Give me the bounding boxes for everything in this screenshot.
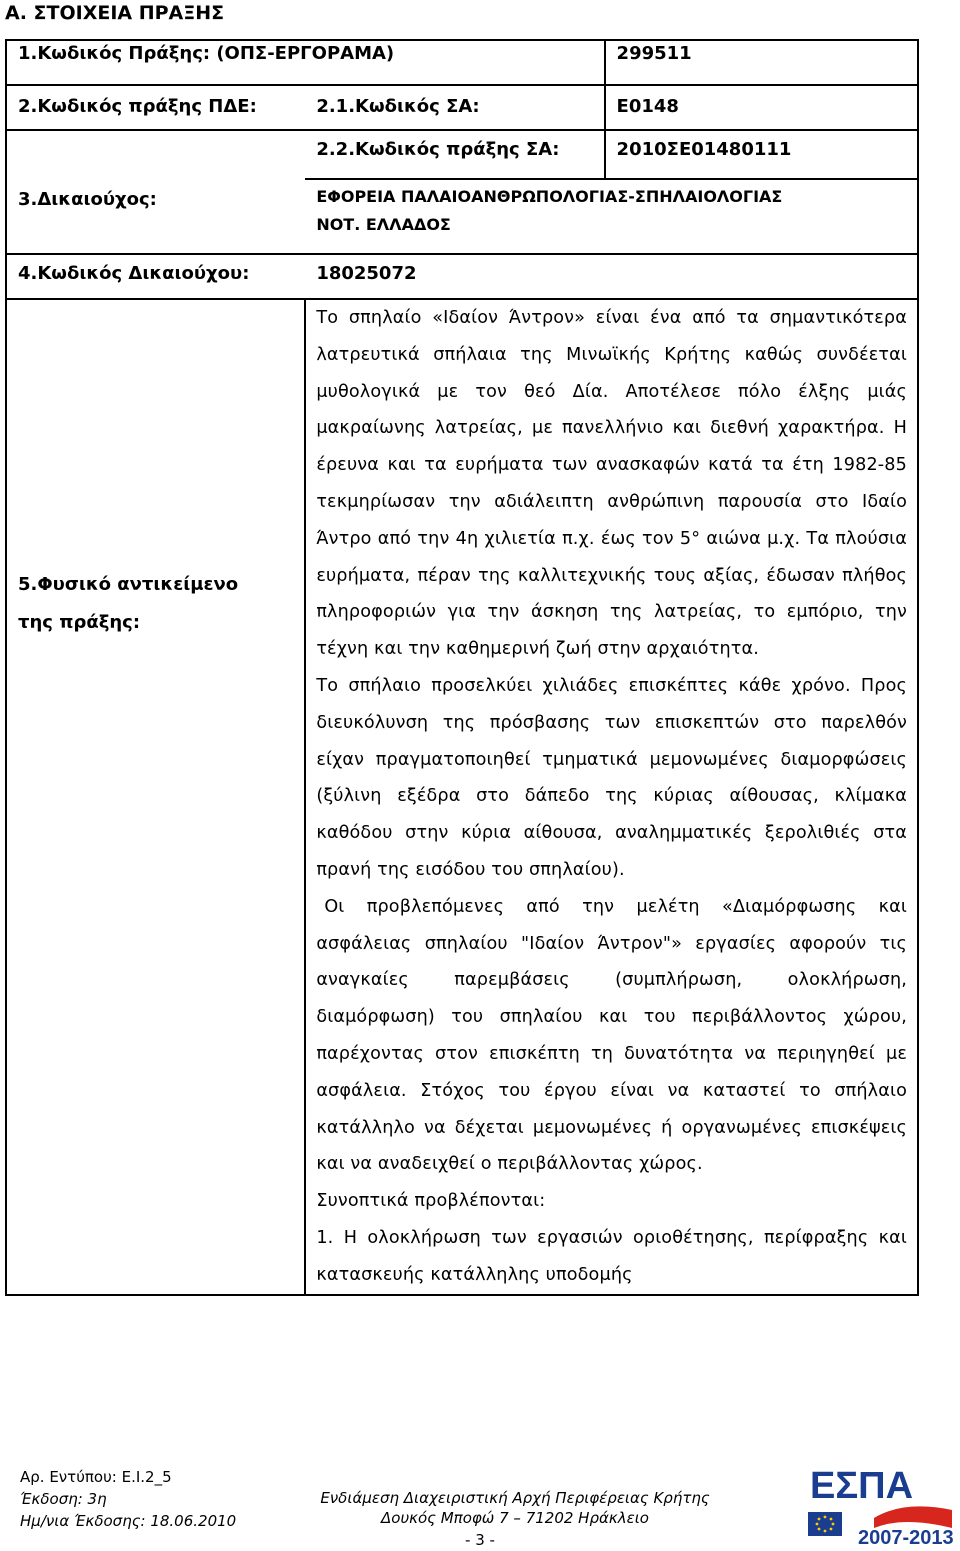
- description-paragraph-4: Συνοπτικά προβλέπονται:: [316, 1191, 546, 1212]
- edition: Έκδοση: 3η: [20, 1490, 107, 1508]
- project-code-row: [6, 40, 918, 85]
- sa-code-value: Ε0148: [616, 96, 679, 117]
- description-paragraph-5: 1. Η ολοκλήρωση των εργασιών οριοθέτησης, περίφραξης και κατασκευής κατάλληλης υποδομής: [316, 1227, 907, 1285]
- authority-address: Δουκός Μποφώ 7 – 71202 Ηράκλειο: [381, 1509, 649, 1527]
- footer-form-info: [20, 1466, 236, 1532]
- eu-flag-icon: [808, 1512, 842, 1536]
- pde-row: [6, 85, 918, 130]
- espa-logo-years: 2007-2013: [858, 1527, 954, 1548]
- beneficiary-code-label: 4.Κωδικός Δικαιούχου:: [18, 263, 250, 284]
- page-number: - 3 -: [465, 1531, 495, 1549]
- footer-authority: [300, 1488, 730, 1528]
- espa-logo: [804, 1458, 954, 1548]
- beneficiary-name-line-2: ΝΟΤ. ΕΛΛΑΔΟΣ: [316, 215, 451, 234]
- sa-code-label: 2.1.Κωδικός ΣΑ:: [316, 96, 480, 117]
- sa-project-value: 2010ΣΕ01480111: [616, 139, 792, 160]
- project-code-label: 1.Κωδικός Πράξης: (ΟΠΣ-ΕΡΓΟΡΑΜΑ): [18, 43, 395, 64]
- physical-object-description: [306, 300, 917, 1294]
- beneficiary-label: 3.Δικαιούχος:: [18, 189, 157, 210]
- espa-logo-swoosh: [874, 1506, 952, 1528]
- physical-object-label: [7, 300, 304, 642]
- beneficiary-name-line-1: ΕΦΟΡΕΙΑ ΠΑΛΑΙΟΑΝΘΡΩΠΟΛΟΓΙΑΣ-ΣΠΗΛΑΙΟΛΟΓΙΑΣ: [316, 187, 783, 206]
- project-details-table: [5, 39, 919, 1296]
- description-paragraph-1: Το σπηλαίο «Ιδαίον Άντρον» είναι ένα από τα σημαντικότερα λατρευτικά σπήλαια της Μινωϊκής Κρήτης καθώς συνδέεται μυθολογικά με τον θεό Δία. Αποτέλεσε πόλο έλξης μιάς μακραίωνης λατρείας, με πανελλήνιο και διεθνή χαρακτήρα. Η έρευνα και τα ευρήματα των ανασκαφών κατά τα έτη 1982-85 τεκμηρίωσαν την αδιάλειπτη ανθρώπινη παρουσία στο Ιδαίο Άντρο από την 4η χιλιετία π.χ. έως τον 5° αιώνα μ.χ. Τα πλούσια ευρήματα, πέραν της καλλιτεχνικής τους αξίας, έδωσαν πλήθος πληροφοριών για την άσκηση της λατρείας, το εμπόριο, την τέχνη και την καθημερινή ζωή στην αρχαιότητα.: [316, 308, 907, 660]
- authority-name: Ενδιάμεση Διαχειριστική Αρχή Περιφέρειας Κρήτης: [320, 1489, 710, 1507]
- description-paragraph-3: Οι προβλεπόμενες από την μελέτη «Διαμόρφωσης και ασφάλειας σπηλαίου "Ιδαίον Άντρον"» εργασίες αφορούν τις αναγκαίες παρεμβάσεις (συμπλήρωση, ολοκλήρωση, διαμόρφωση) του σπηλαίου και του περιβάλλοντος χώρου, παρέχοντας στον επισκέπτη τη δυνατότητα να περιηγηθεί με ασφάλεια. Στόχος του έργου είναι να καταστεί το σπήλαιο κατάλληλο να δέχεται μεμονωμένες ή οργανωμένες επισκέψεις και να αναδειχθεί ο περιβάλλοντας χώρος.: [316, 896, 907, 1175]
- sa-project-label: 2.2.Κωδικός πράξης ΣΑ:: [316, 139, 560, 160]
- physical-object-row: [6, 299, 918, 1295]
- section-title: Α. ΣΤΟΙΧΕΙΑ ΠΡΑΞΗΣ: [5, 2, 225, 24]
- pde-label: 2.Κωδικός πράξης ΠΔΕ:: [18, 96, 257, 117]
- description-paragraph-2: Το σπήλαιο προσελκύει χιλιάδες επισκέπτες κάθε χρόνο. Προς διευκόλυνση της πρόσβασης των επισκεπτών στο παρελθόν είχαν πραγματοποιηθεί τμηματικά μεμονωμένες διαμορφώσεις (ξύλινη εξέδρα στο δάπεδο της κύριας αίθουσας, κλίμακα καθόδου στην κύρια αίθουσα, αναλημματικές ξερολιθιές στα πρανή της εισόδου του σπηλαίου).: [316, 675, 907, 880]
- sa-project-row: [6, 130, 918, 179]
- project-code-value: 299511: [616, 43, 692, 64]
- form-number: Αρ. Εντύπου: Ε.Ι.2_5: [20, 1468, 172, 1486]
- espa-logo-text: ΕΣΠΑ: [810, 1465, 914, 1507]
- beneficiary-code-value: 18025072: [316, 263, 417, 284]
- edition-date: Ημ/νια Έκδοσης: 18.06.2010: [20, 1512, 237, 1530]
- beneficiary-name: [305, 180, 917, 253]
- physical-object-label-line-2: της πράξης:: [18, 612, 141, 633]
- beneficiary-code-row: [6, 254, 918, 299]
- physical-object-label-line-1: 5.Φυσικό αντικείμενο: [18, 574, 239, 595]
